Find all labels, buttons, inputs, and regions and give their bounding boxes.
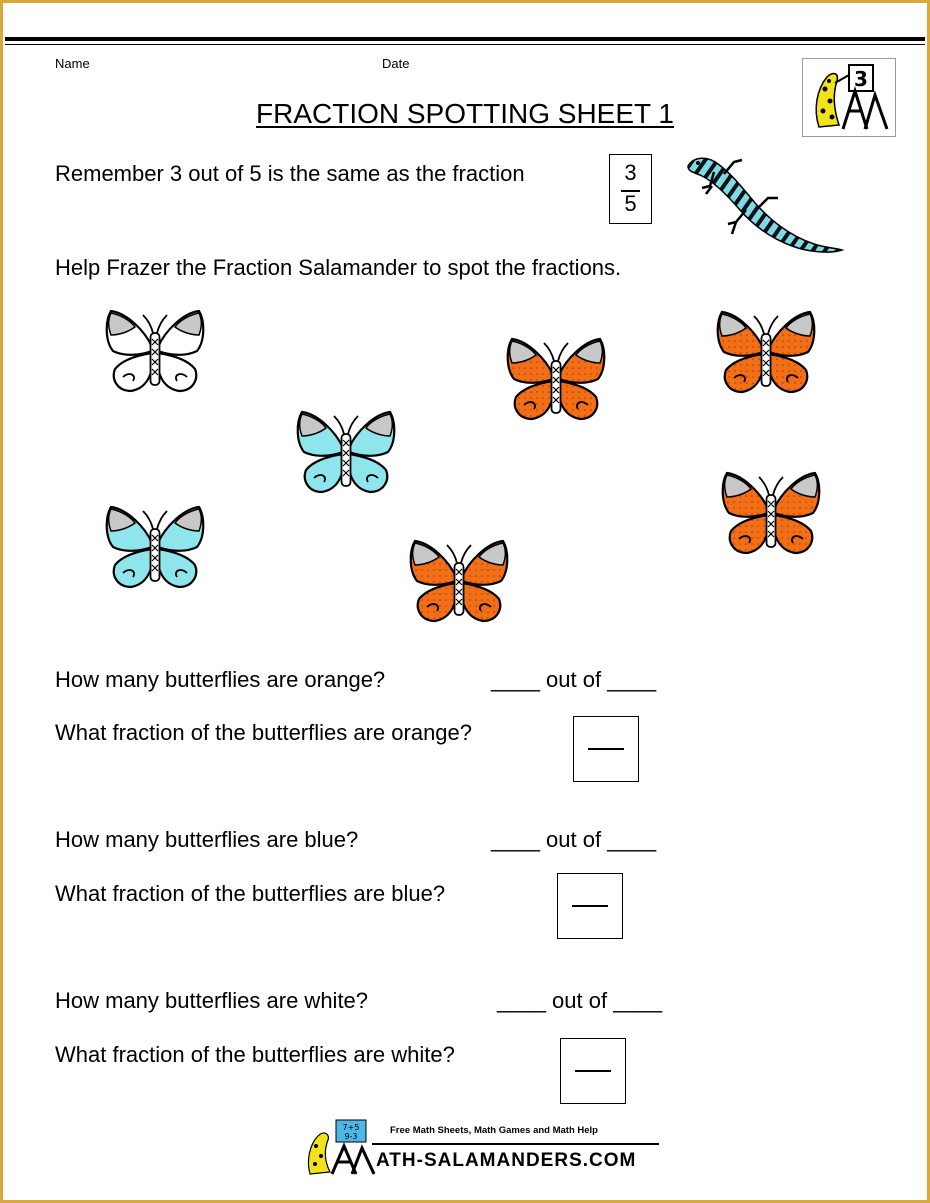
example-fraction <box>609 154 652 224</box>
answer-box-orange[interactable] <box>573 716 639 782</box>
example-numerator: 3 <box>624 160 637 185</box>
remember-text: Remember 3 out of 5 is the same as the fraction <box>55 161 525 186</box>
butterfly-blue <box>103 503 207 596</box>
butterfly-orange <box>407 537 511 630</box>
count-question-orange: How many butterflies are orange? <box>55 667 386 692</box>
salamander-icon <box>684 152 846 256</box>
fraction-question-blue: What fraction of the butterflies are blue? <box>55 881 446 906</box>
svg-text:9-3: 9-3 <box>344 1132 358 1141</box>
footer-tagline: Free Math Sheets, Math Games and Math Help <box>390 1125 598 1136</box>
answer-box-blue[interactable] <box>557 873 623 939</box>
header-rule-thick <box>5 37 925 41</box>
count-blank-white[interactable]: ____ out of ____ <box>497 988 663 1013</box>
footer-brand[interactable]: ATH-SALAMANDERS.COM <box>376 1150 637 1171</box>
answer-box-white[interactable] <box>560 1038 626 1104</box>
grade-badge: 3 <box>854 67 868 91</box>
butterfly-white <box>103 307 207 400</box>
butterfly-orange <box>504 335 608 428</box>
fraction-question-orange: What fraction of the butterflies are orange? <box>55 720 473 745</box>
footer-rule <box>372 1143 659 1145</box>
fraction-question-white: What fraction of the butterflies are white? <box>55 1042 455 1067</box>
count-question-blue: How many butterflies are blue? <box>55 827 359 852</box>
butterfly-orange <box>719 469 823 562</box>
svg-text:7+5: 7+5 <box>342 1123 360 1132</box>
page-title: FRACTION SPOTTING SHEET 1 <box>256 98 674 129</box>
count-blank-orange[interactable]: ____ out of ____ <box>491 667 657 692</box>
count-blank-blue[interactable]: ____ out of ____ <box>491 827 657 852</box>
name-label: Name <box>55 56 90 71</box>
footer-logo-icon <box>302 1118 376 1178</box>
example-denominator: 5 <box>624 191 637 216</box>
butterfly-orange <box>714 308 818 401</box>
count-question-white: How many butterflies are white? <box>55 988 369 1013</box>
butterfly-blue <box>294 408 398 501</box>
help-text: Help Frazer the Fraction Salamander to spot the fractions. <box>55 255 622 280</box>
header-rule-thin <box>5 44 925 45</box>
date-label: Date <box>382 56 410 71</box>
